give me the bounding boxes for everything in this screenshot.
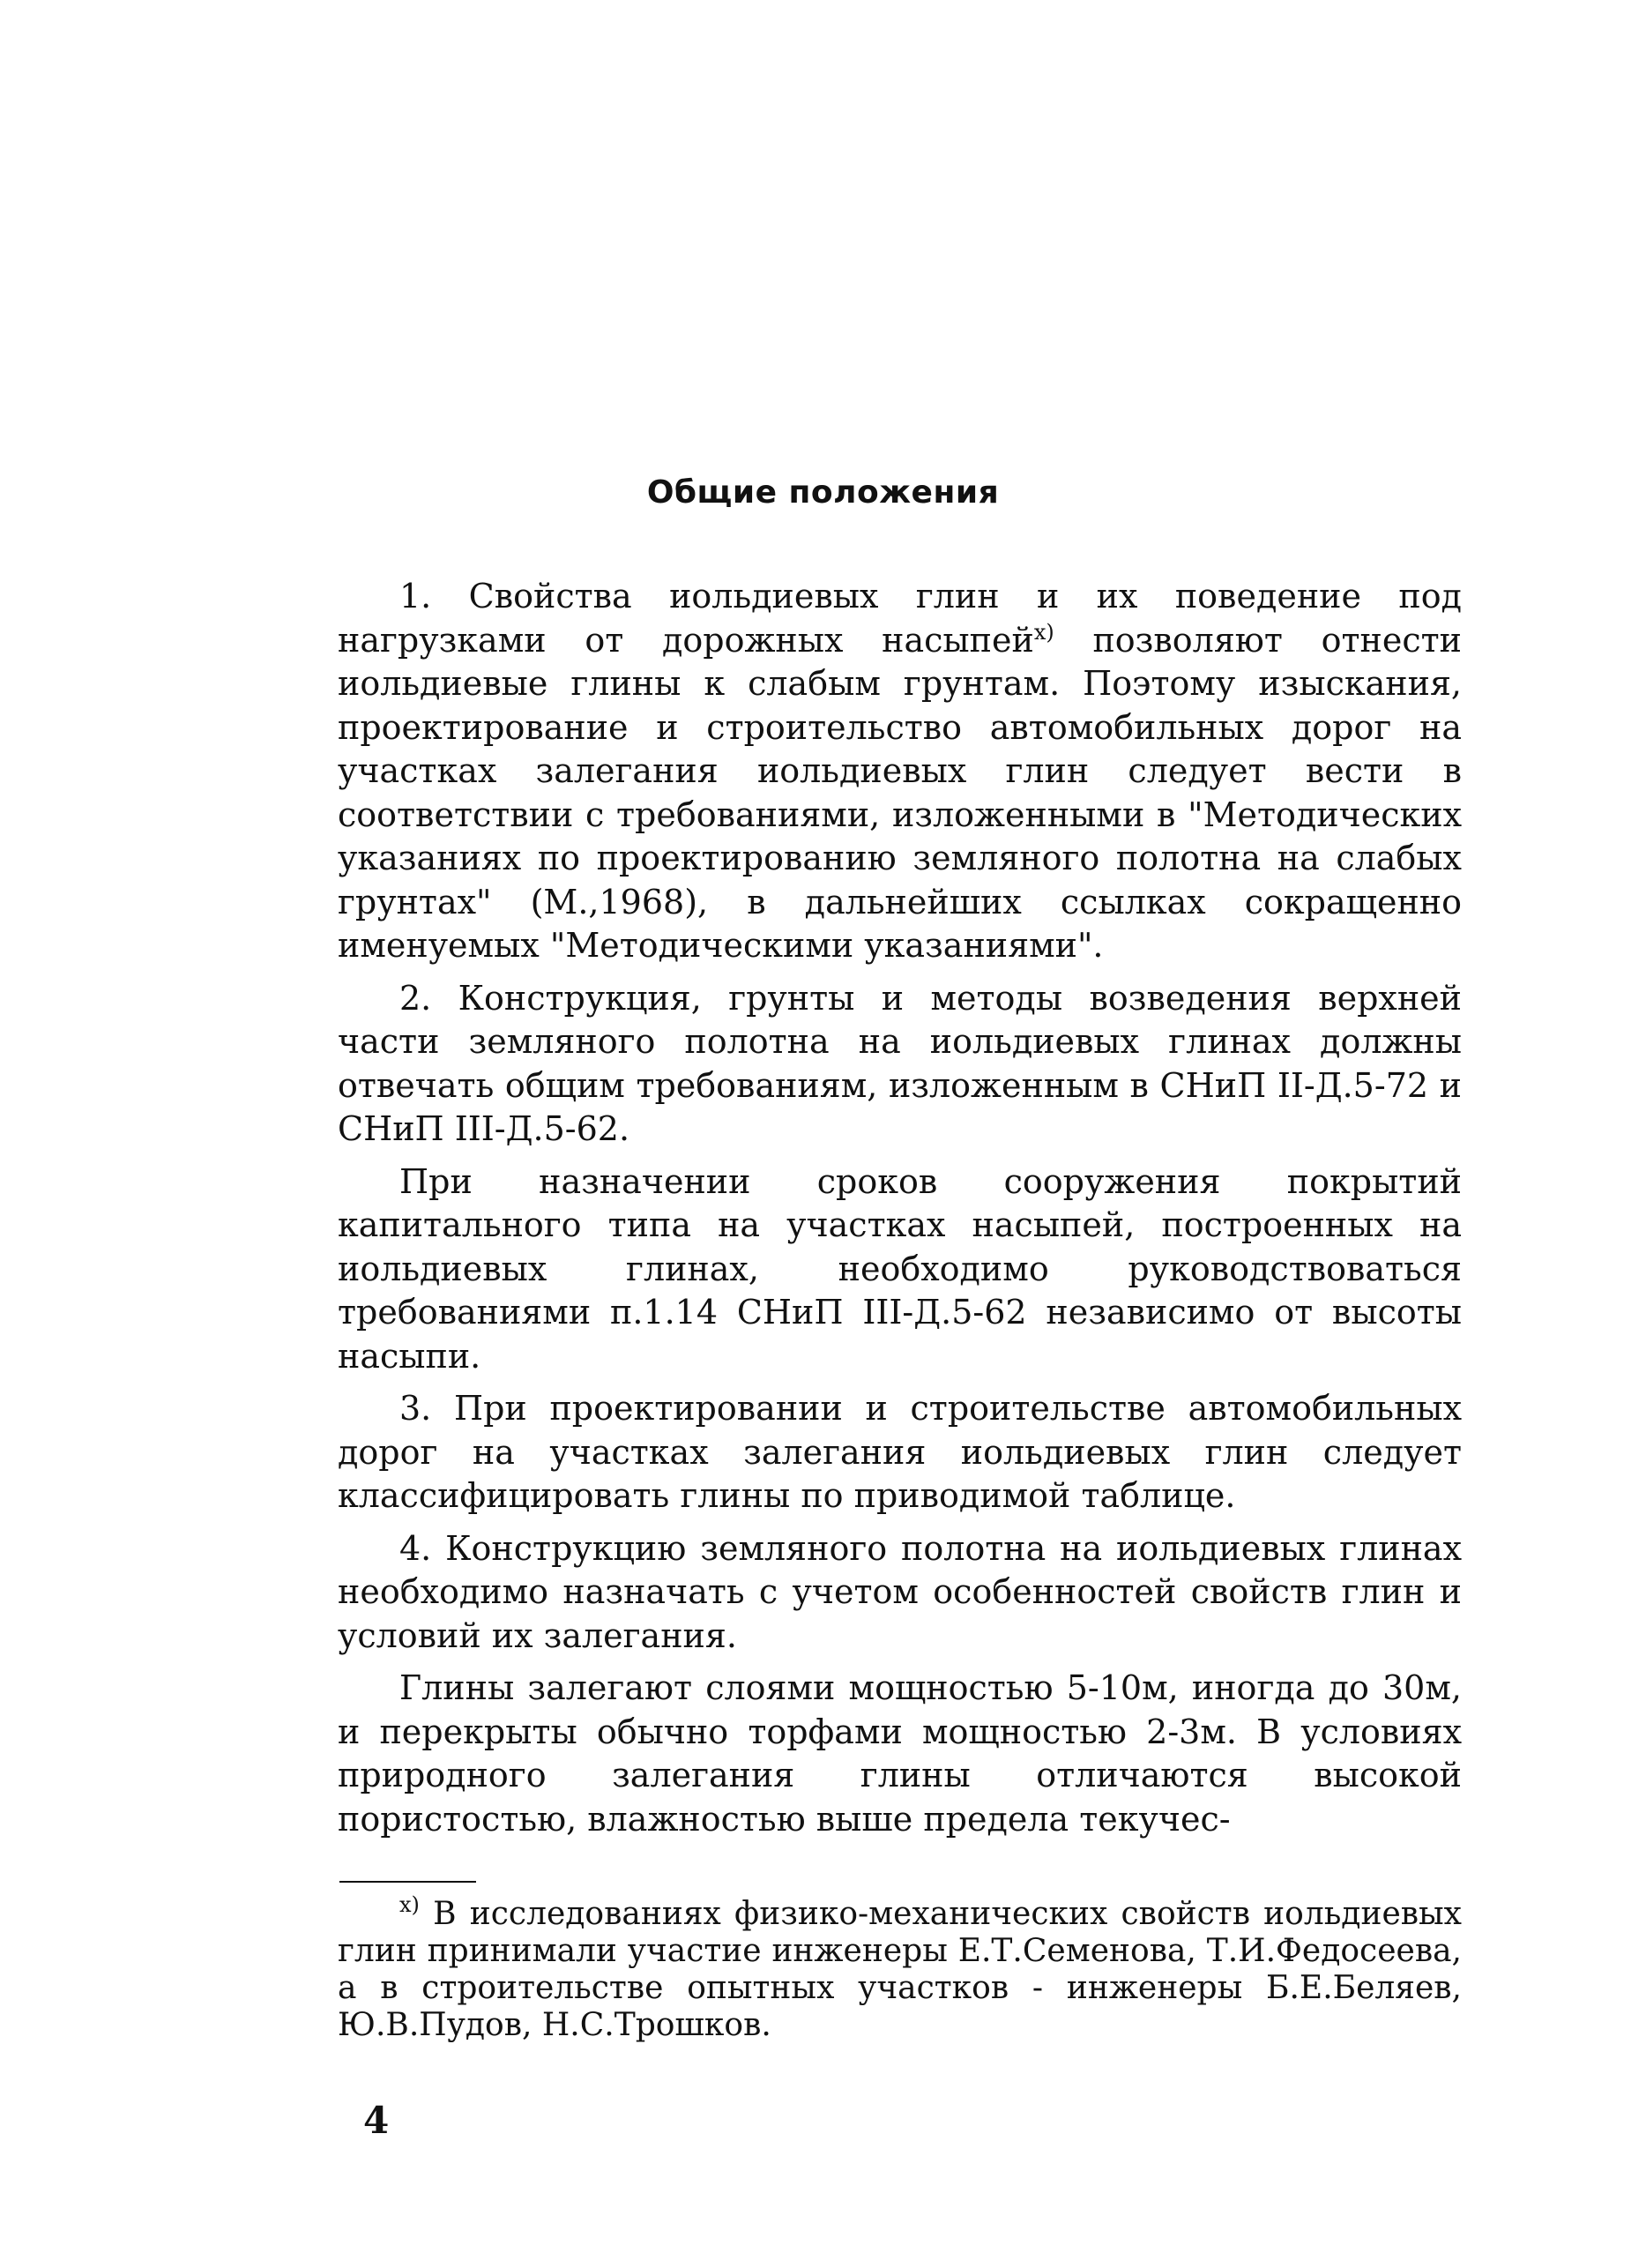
footnote-text: В исследованиях физико-механических свойств иольдиевых глин принимали участие инженеры Е.Т.Семенова, Т.И.Федосеева, а в строительстве опытных участков - инженеры Б.Е.Беляев, Ю.В.Пудов, Н.С.Трошков. [338,1896,1462,2043]
paragraph-4-continued: Глины залегают слоями мощностью 5-10м, иногда до 30м, и перекрыты обычно торфами мощностью 2-3м. В условиях природного залегания глины отличаются высокой пористостью, влажностью выше предела текучес- [338,1668,1462,1839]
section-title: Общие положения [646,474,1000,511]
paragraph-1 [338,575,1462,968]
footnote-separator [339,1881,476,1883]
paragraph-1-text: 1. Свойства иольдиевых глин и их поведение под нагрузками от дорожных насыпей [338,577,1462,660]
page-number: 4 [363,2099,390,2142]
paragraph-2: 2. Конструкция, грунты и методы возведения верхней части земляного полотна на иольдиевых глинах должны отвечать общим требованиям, изложенным в СНиП II-Д.5-72 и СНиП III-Д.5-62. [338,978,1462,1148]
paragraph-1-text-continued: позволяют отнести иольдиевые глины к слабым грунтам. Поэтому изыскания, проектирование и строительство автомобильных дорог на участках залегания иольдиевых глин следует вести в соответствии с требованиями, изложенными в "Методических указаниях по проектированию земляного полотна на слабых грунтах" (М.,1968), в дальнейших ссылках сокращенно именуемых "Методическими указаниями". [338,620,1462,965]
paragraph-2-continued: При назначении сроков сооружения покрытий капитального типа на участках насыпей, построенных на иольдиевых глинах, необходимо руководствоваться требованиями п.1.14 СНиП III-Д.5-62 независимо от высоты насыпи. [338,1161,1462,1376]
paragraph-3: 3. При проектировании и строительстве автомобильных дорог на участках залегания иольдиевых глин следует классифицировать глины по приводимой таблице. [338,1389,1462,1515]
footnote-mark: x) [399,1892,420,1917]
body-text [338,575,1462,1850]
footnote [338,1892,1462,2044]
footnote-paragraph [338,1892,1462,2044]
footnote-reference-mark: x) [1033,619,1054,645]
paragraph-4: 4. Конструкцию земляного полотна на иольдиевых глинах необходимо назначать с учетом особенностей свойств глин и условий их залегания. [338,1528,1462,1655]
